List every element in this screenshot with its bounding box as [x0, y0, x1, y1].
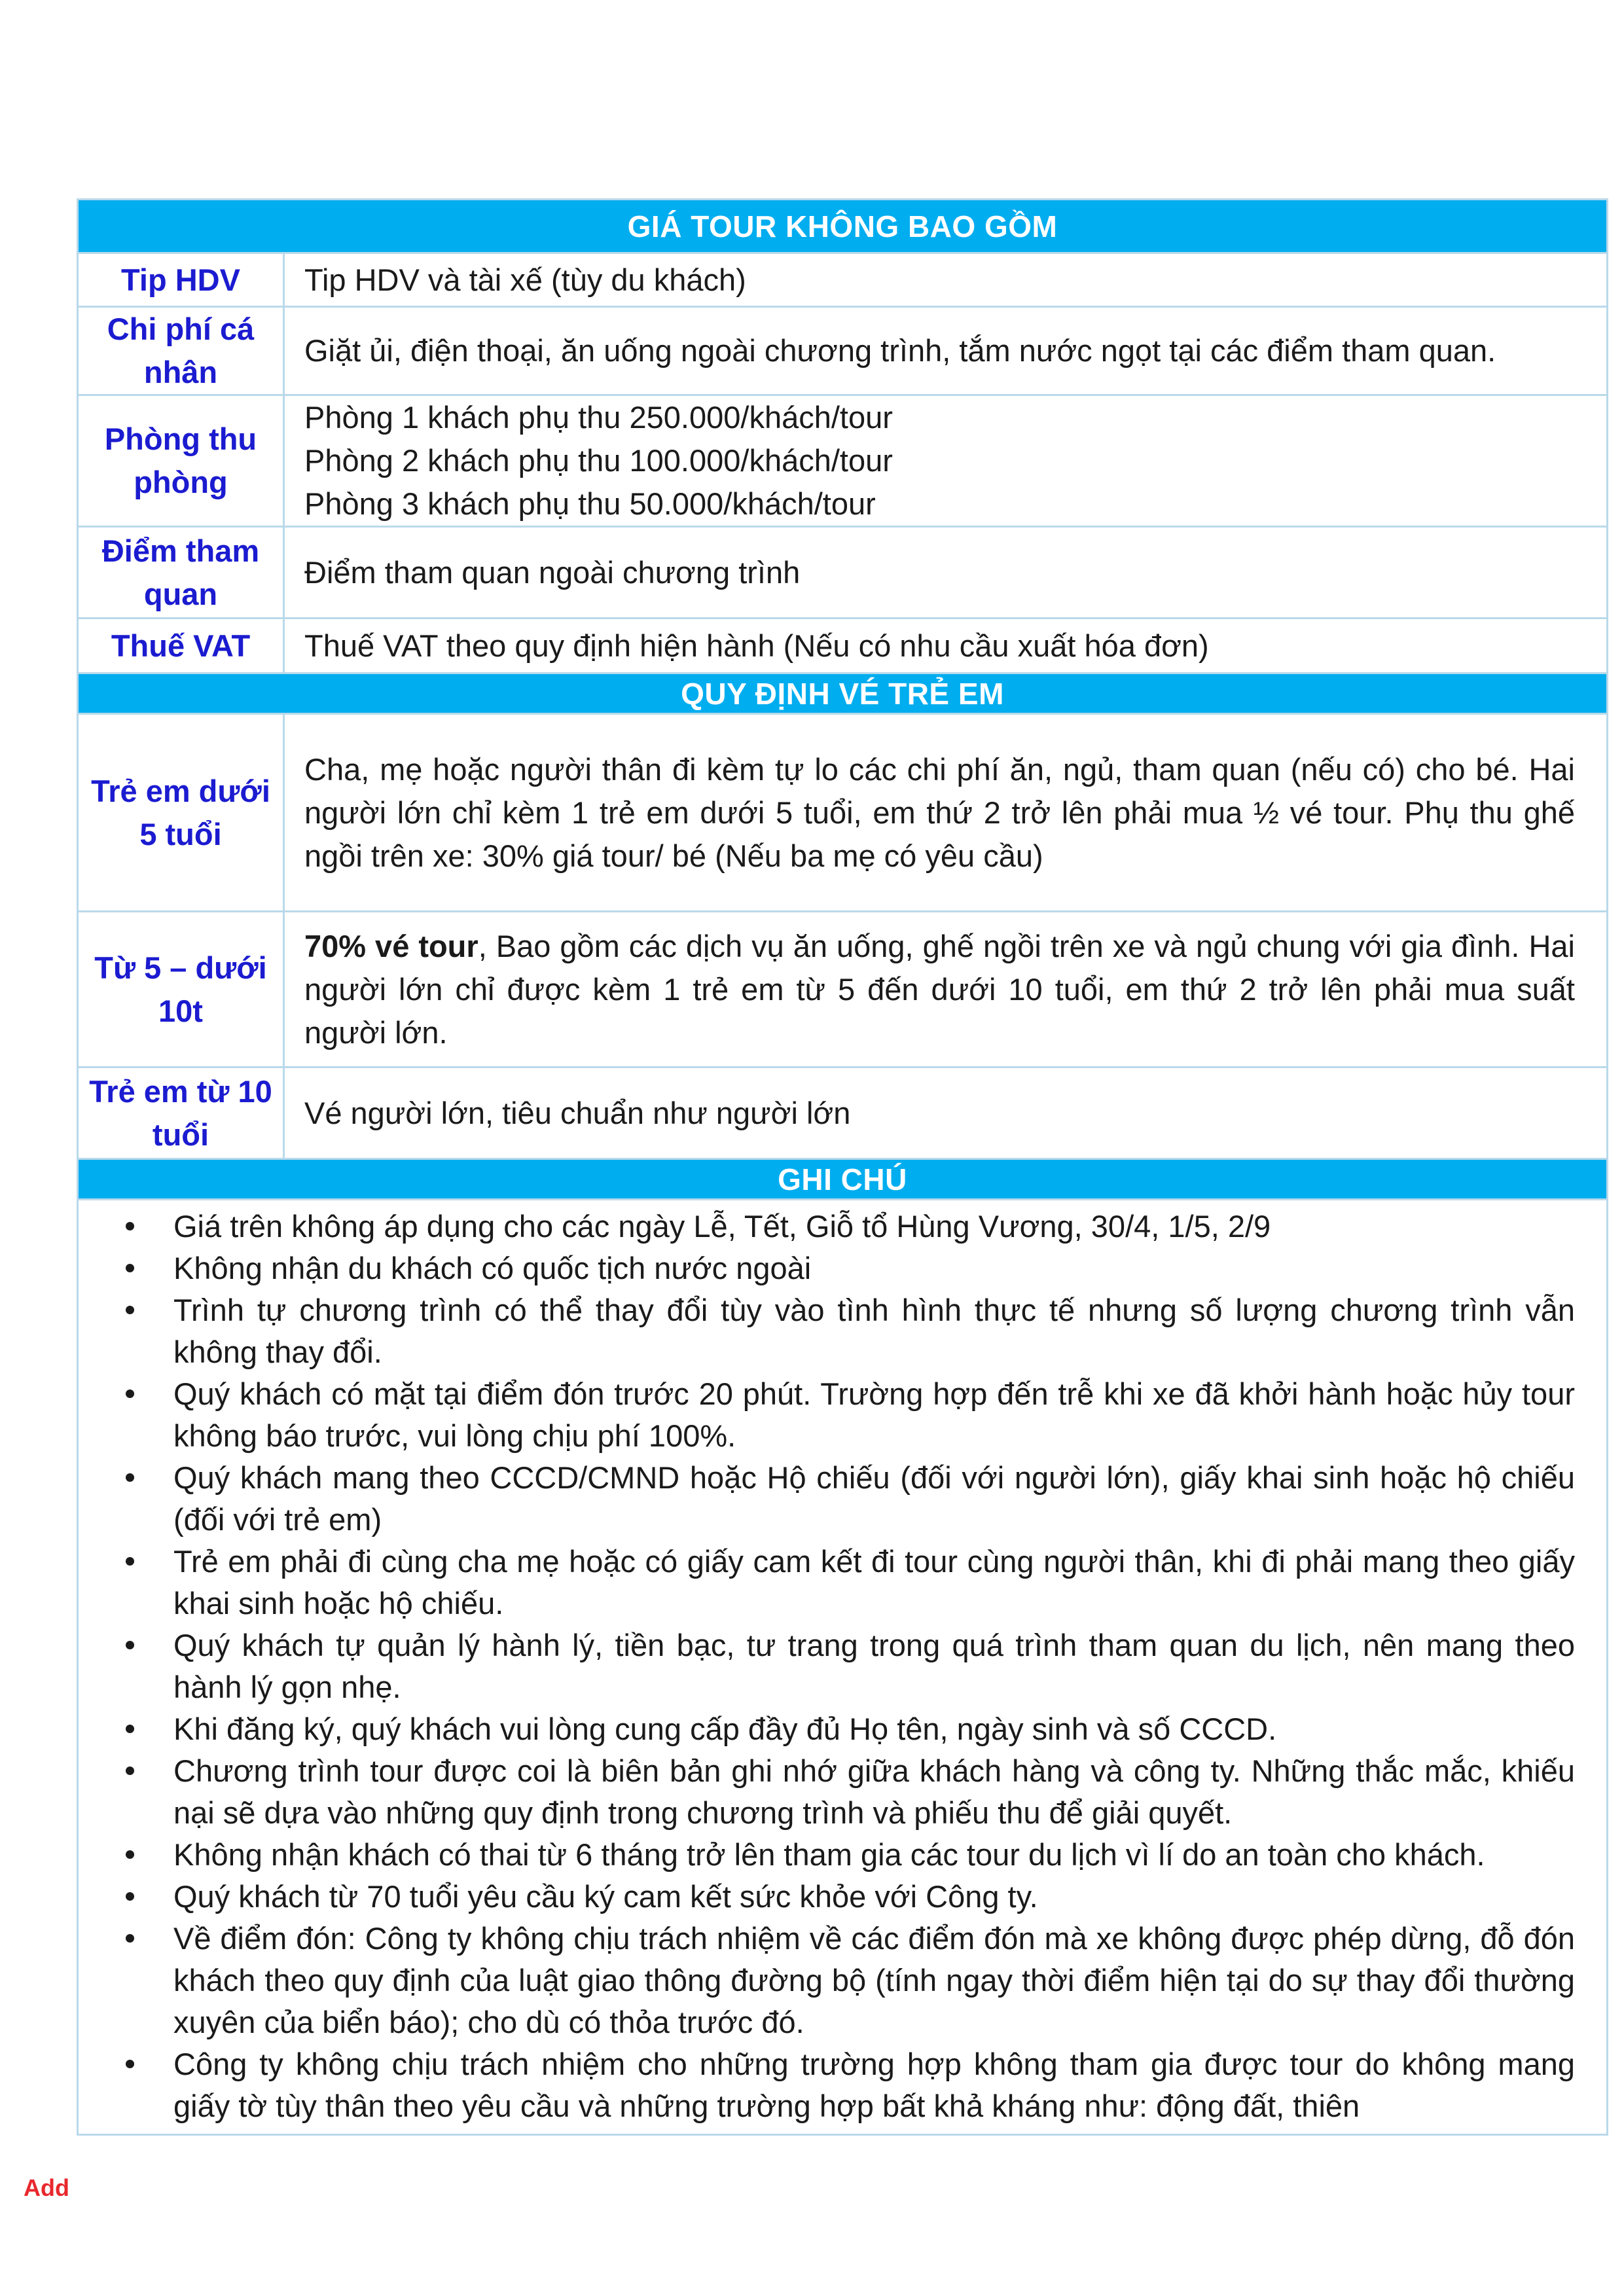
section-title: GIÁ TOUR KHÔNG BAO GỒM — [78, 200, 1608, 253]
row-value: Thuế VAT theo quy định hiện hành (Nếu có nhu cầu xuất hóa đơn) — [284, 619, 1608, 673]
list-item — [98, 1708, 1575, 1750]
row-value: Cha, mẹ hoặc người thân đi kèm tự lo các chi phí ăn, ngủ, tham quan (nếu có) cho bé. Hai người lớn chỉ kèm 1 trẻ em dưới 5 tuổi, em thứ 2 trở lên phải mua ½ vé tour. Phụ thu ghế ngồi trên xe: 30% giá tour/ bé (Nếu ba mẹ có yêu cầu) — [284, 714, 1608, 912]
table-row — [78, 395, 1608, 527]
note-text: Về điểm đón: Công ty không chịu trách nhiệm về các điểm đón mà xe không được phép dừng, đỗ đón khách theo quy định của luật giao thông đường bộ (tính ngay thời điểm hiện tại do sự thay đổi thường xuyên của biển báo); cho dù có thỏa trước đó. — [173, 1921, 1575, 2039]
note-text: Quý khách từ 70 tuổi yêu cầu ký cam kết sức khỏe với Công ty. — [173, 1879, 1038, 1914]
note-text: Không nhận khách có thai từ 6 tháng trở lên tham gia các tour du lịch vì lí do an toàn cho khách. — [173, 1837, 1485, 1872]
note-text: Trình tự chương trình có thể thay đổi tùy vào tình hình thực tế nhưng số lượng chương trình vẫn không thay đổi. — [173, 1293, 1575, 1369]
notes-cell — [78, 1200, 1608, 2135]
row-label: Chi phí cá nhân — [78, 307, 284, 395]
list-item — [98, 1541, 1575, 1624]
surcharge-line: Phòng 2 khách phụ thu 100.000/khách/tour — [304, 443, 893, 478]
price-highlight: 70% vé tour — [304, 928, 478, 963]
row-label: Trẻ em từ 10 tuổi — [78, 1067, 284, 1159]
bullet-icon — [126, 1390, 134, 1398]
row-value-text: , Bao gồm các dịch vụ ăn uống, ghế ngồi trên xe và ngủ chung với gia đình. Hai người lớn chỉ được kèm 1 trẻ em từ 5 đến dưới 10 tuổi, em thứ 2 trở lên phải mua suất người lớn. — [304, 928, 1576, 1050]
list-item — [98, 1206, 1575, 1247]
row-label: Điểm tham quan — [78, 527, 284, 619]
bullet-icon — [126, 1473, 134, 1482]
bullet-icon — [126, 1850, 134, 1859]
row-value — [284, 912, 1608, 1067]
list-item — [98, 1624, 1575, 1708]
row-value: Điểm tham quan ngoài chương trình — [284, 527, 1608, 619]
notes-list — [98, 1206, 1575, 2127]
section-title: GHI CHÚ — [78, 1159, 1608, 1200]
tour-info-table — [77, 198, 1608, 2136]
table-row — [78, 527, 1608, 619]
note-text: Khi đăng ký, quý khách vui lòng cung cấp đầy đủ Họ tên, ngày sinh và số CCCD. — [173, 1712, 1277, 1746]
list-item — [98, 1834, 1575, 1876]
section-header-excluded — [78, 200, 1608, 253]
row-label: Trẻ em dưới 5 tuổi — [78, 714, 284, 912]
bullet-icon — [126, 1934, 134, 1943]
note-text: Giá trên không áp dụng cho các ngày Lễ, Tết, Giỗ tổ Hùng Vương, 30/4, 1/5, 2/9 — [173, 1209, 1271, 1244]
list-item — [98, 1876, 1575, 1918]
table-row — [78, 619, 1608, 673]
list-item — [98, 1750, 1575, 1834]
bullet-icon — [126, 1767, 134, 1775]
footer-mark: Add — [24, 2174, 69, 2201]
row-value: Vé người lớn, tiêu chuẩn như người lớn — [284, 1067, 1608, 1159]
table-row — [78, 912, 1608, 1067]
bullet-icon — [126, 1557, 134, 1566]
bullet-icon — [126, 1264, 134, 1272]
bullet-icon — [126, 1725, 134, 1733]
table-row — [78, 253, 1608, 307]
list-item — [98, 2043, 1575, 2127]
list-item — [98, 1918, 1575, 2043]
table-row — [78, 307, 1608, 395]
note-text: Chương trình tour được coi là biên bản ghi nhớ giữa khách hàng và công ty. Những thắc mắc, khiếu nại sẽ dựa vào những quy định trong chương trình và phiếu thu để giải quyết. — [173, 1753, 1575, 1830]
row-label: Tip HDV — [78, 253, 284, 307]
row-label: Thuế VAT — [78, 619, 284, 673]
bullet-icon — [126, 1892, 134, 1901]
note-text: Quý khách có mặt tại điểm đón trước 20 phút. Trường hợp đến trễ khi xe đã khởi hành hoặc hủy tour không báo trước, vui lòng chịu phí 100%. — [173, 1376, 1575, 1453]
surcharge-line: Phòng 3 khách phụ thu 50.000/khách/tour — [304, 486, 876, 521]
section-header-children — [78, 673, 1608, 714]
row-value-lines — [284, 395, 1608, 527]
bullet-icon — [126, 2060, 134, 2068]
surcharge-line: Phòng 1 khách phụ thu 250.000/khách/tour — [304, 400, 893, 435]
note-text: Công ty không chịu trách nhiệm cho những trường hợp không tham gia được tour do không mang giấy tờ tùy thân theo yêu cầu và những trường hợp bất khả kháng như: động đất, thiên — [173, 2047, 1575, 2123]
row-value: Tip HDV và tài xế (tùy du khách) — [284, 253, 1608, 307]
table-row — [78, 714, 1608, 912]
table-row — [78, 1067, 1608, 1159]
list-item — [98, 1457, 1575, 1541]
row-value: Giặt ủi, điện thoại, ăn uống ngoài chương trình, tắm nước ngọt tại các điểm tham quan. — [284, 307, 1608, 395]
row-label: Từ 5 – dưới 10t — [78, 912, 284, 1067]
section-header-notes — [78, 1159, 1608, 1200]
bullet-icon — [126, 1222, 134, 1230]
note-text: Trẻ em phải đi cùng cha mẹ hoặc có giấy cam kết đi tour cùng người thân, khi đi phải mang theo giấy khai sinh hoặc hộ chiếu. — [173, 1544, 1575, 1621]
section-title: QUY ĐỊNH VÉ TRẺ EM — [78, 673, 1608, 714]
bullet-icon — [126, 1306, 134, 1314]
notes-row — [78, 1200, 1608, 2135]
list-item — [98, 1247, 1575, 1289]
row-label: Phòng thu phòng — [78, 395, 284, 527]
list-item — [98, 1289, 1575, 1373]
list-item — [98, 1373, 1575, 1457]
bullet-icon — [126, 1641, 134, 1649]
note-text: Quý khách mang theo CCCD/CMND hoặc Hộ chiếu (đối với người lớn), giấy khai sinh hoặc hộ chiếu (đối với trẻ em) — [173, 1460, 1575, 1537]
note-text: Không nhận du khách có quốc tịch nước ngoài — [173, 1251, 812, 1285]
note-text: Quý khách tự quản lý hành lý, tiền bạc, tư trang trong quá trình tham quan du lịch, nên mang theo hành lý gọn nhẹ. — [173, 1628, 1575, 1704]
